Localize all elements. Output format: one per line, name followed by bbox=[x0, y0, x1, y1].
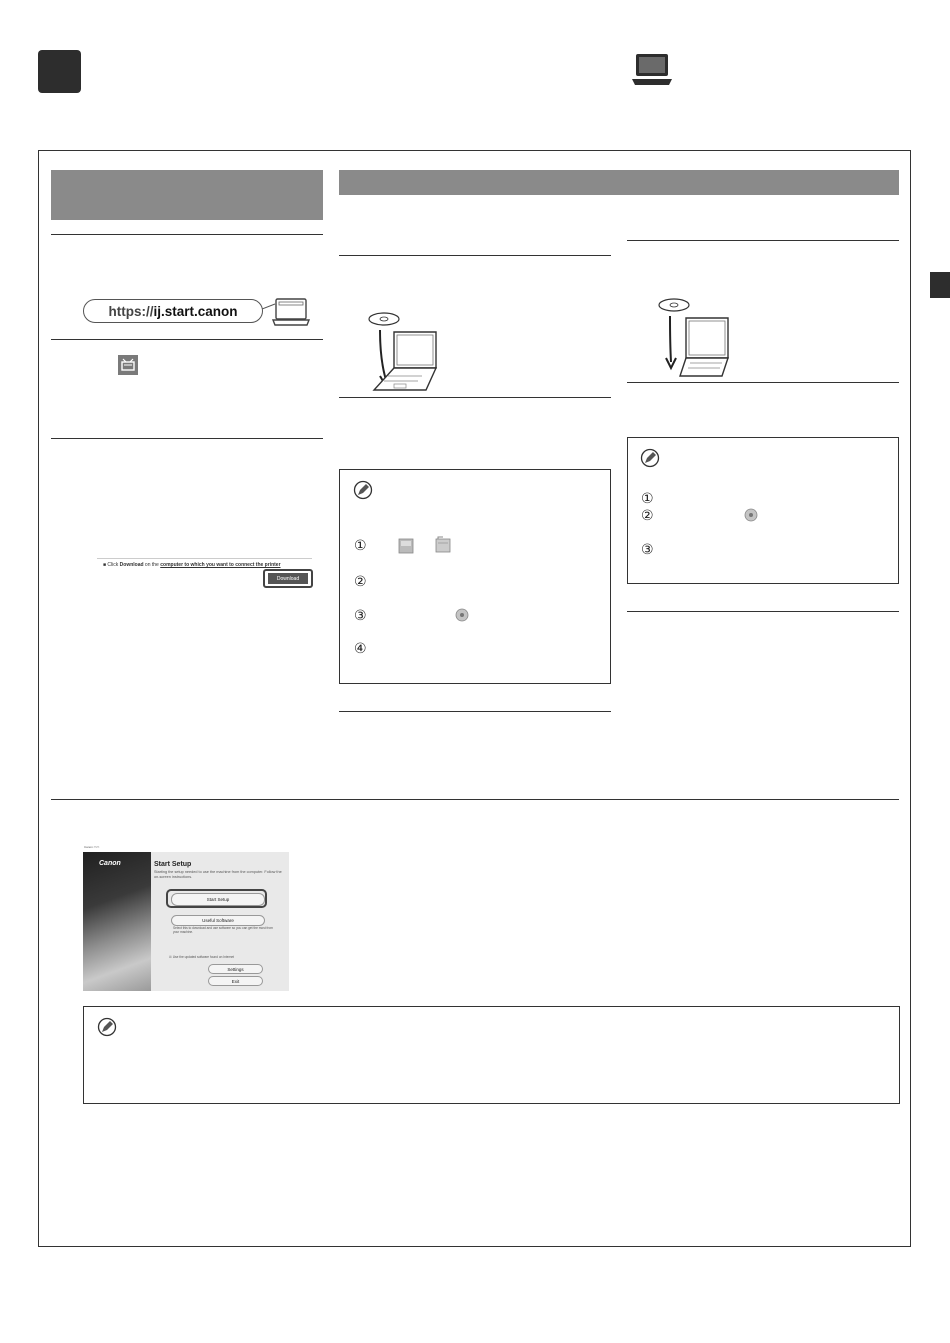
setup-description: Starting the setup needed to use the machine from the computer. Follow the on-screen instructions. bbox=[154, 870, 282, 879]
side-tab-marker bbox=[930, 272, 950, 298]
divider bbox=[627, 240, 899, 241]
instruction-text: on the bbox=[143, 562, 161, 568]
setup-title: Start Setup bbox=[154, 861, 192, 868]
instruction-text: Click bbox=[107, 562, 120, 568]
laptop-icon bbox=[630, 52, 674, 93]
useful-software-description: Select this to download and use software so you can get the most from your machine. bbox=[173, 926, 273, 935]
folder-icon bbox=[434, 536, 452, 554]
pencil-note-icon bbox=[353, 480, 373, 500]
download-button[interactable]: Download bbox=[268, 573, 308, 584]
settings-button[interactable]: Settings bbox=[208, 964, 263, 974]
pencil-note-icon bbox=[640, 448, 660, 468]
instruction-link[interactable]: computer to which you want to connect the printer bbox=[160, 562, 281, 568]
setup-photo bbox=[83, 852, 151, 991]
useful-software-button[interactable]: Useful Software bbox=[171, 915, 265, 926]
checkbox-label: Use the updated software found on Internet bbox=[172, 955, 235, 959]
right-columns-header bbox=[339, 170, 899, 195]
divider bbox=[339, 397, 611, 398]
left-column-header bbox=[51, 170, 323, 220]
exit-button[interactable]: Exit bbox=[208, 976, 263, 986]
divider bbox=[51, 339, 323, 340]
divider bbox=[339, 711, 611, 712]
url-box[interactable] bbox=[83, 299, 263, 323]
canon-logo: Canon bbox=[99, 860, 121, 867]
divider bbox=[97, 558, 312, 559]
step-number: ③ bbox=[641, 542, 654, 558]
update-checkbox[interactable]: ☒ Use the updated software found on Internet bbox=[169, 955, 235, 959]
step-number: ② bbox=[641, 508, 654, 524]
start-setup-button[interactable]: Start Setup bbox=[171, 893, 265, 906]
download-button-highlight[interactable] bbox=[263, 569, 313, 588]
download-instruction: ■ Click Download on the computer to which you want to connect the printer bbox=[103, 562, 281, 568]
url-domain: ij.start.canon bbox=[153, 303, 238, 319]
divider bbox=[339, 255, 611, 256]
divider bbox=[51, 438, 323, 439]
installer-icon bbox=[455, 608, 470, 623]
installer-icon bbox=[744, 508, 759, 523]
pencil-note-icon bbox=[97, 1017, 117, 1037]
step-number: ② bbox=[354, 574, 367, 590]
disc-insert-icon bbox=[656, 296, 736, 386]
step-number: ① bbox=[641, 491, 654, 507]
window-caption: Canon ▭▭ bbox=[84, 845, 100, 849]
divider bbox=[627, 382, 899, 383]
step-number: ① bbox=[354, 538, 367, 554]
divider bbox=[51, 234, 323, 235]
instruction-bold: Download bbox=[119, 562, 144, 568]
start-setup-highlight bbox=[166, 889, 267, 908]
step-number: ③ bbox=[354, 608, 367, 624]
url-prefix: https:// bbox=[108, 303, 154, 319]
printer-setup-icon bbox=[118, 355, 138, 375]
note-box bbox=[339, 469, 611, 684]
laptop-icon bbox=[262, 297, 312, 327]
note-box bbox=[83, 1006, 900, 1104]
note-box bbox=[627, 437, 899, 584]
divider bbox=[627, 611, 899, 612]
drive-icon bbox=[398, 538, 414, 554]
divider bbox=[51, 799, 899, 800]
step-number: ④ bbox=[354, 641, 367, 657]
disc-insert-icon bbox=[366, 310, 446, 400]
start-setup-screenshot bbox=[83, 852, 289, 991]
step-number-box bbox=[38, 50, 81, 93]
